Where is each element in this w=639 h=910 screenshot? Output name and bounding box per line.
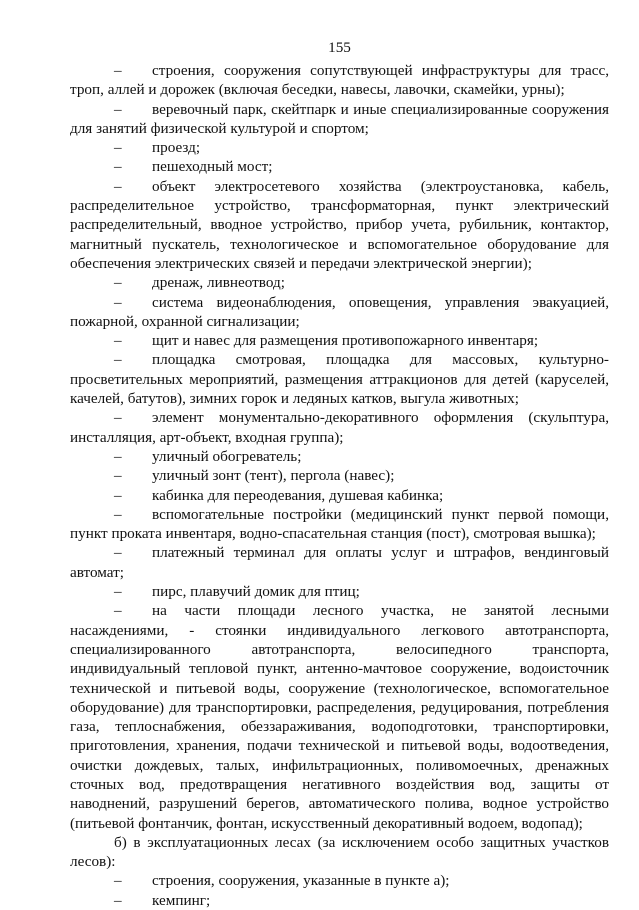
- list-item-12: [70, 486, 609, 505]
- subsection-b: [70, 833, 609, 872]
- list-item-16: [70, 601, 609, 833]
- list-item-7: [70, 331, 609, 350]
- list-marker: –: [114, 139, 122, 157]
- list-marker: –: [114, 332, 122, 350]
- list-item-9: [70, 408, 609, 447]
- list-item-text: строения, сооружения сопутствующей инфраструктуры для трасс, троп, аллей и дорожек (включая беседки, навесы, лавочки, скамейки, урны);: [70, 62, 609, 99]
- list-item-text: кабинка для переодевания, душевая кабинка;: [152, 486, 444, 504]
- list-item-11: [70, 466, 609, 485]
- list-item-text: вспомогательные постройки (медицинский пункт первой помощи, пункт проката инвентаря, водно-спасательная станция (пост), смотровая вышка);: [70, 505, 609, 543]
- list-marker: –: [114, 602, 122, 620]
- list-item-text: объект электросетевого хозяйства (электроустановка, кабель, распределительное устройство, трансформаторная, пункт электрический распределительный, вводное устройство, прибор учета, рубильник, контактор, магнитный пускатель, технологическое и вспомогательное оборудование для обеспечения электрических связей и передачи электрической энергии);: [70, 177, 609, 272]
- list-item-text: дренаж, ливнеотвод;: [152, 274, 285, 292]
- list-marker: –: [114, 544, 122, 562]
- list-marker: –: [114, 583, 122, 601]
- list-item-text: уличный обогреватель;: [152, 447, 302, 465]
- list-item-text: на части площади лесного участка, не занятой лесными насаждениями, - стоянки индивидуального легкового автотранспорта, специализированного автотранспорта, велосипедного транспорта, индивидуальный тепловой пункт, антенно-мачтовое сооружение, водоисточник технической и питьевой воды, сооружение (технологическое, вспомогательное оборудование) для транспортировки, распределения, редуцирования, потребления газа, теплоснабжения, обеззараживания, водоподготовки, транспортировки, приготовления, хранения, подачи технической и питьевой воды, водоотведения, очистки дождевых, талых, инфильтрационных, поливомоечных, дренажных сточных вод, предотвращения негативного воздействия вод, защиты от наводнений, разрушений берегов, автоматического полива, водное устройство (питьевой фонтанчик, фонтан, искусственный декоративный водоем, водопад);: [70, 602, 609, 832]
- list-item-text: пирс, плавучий домик для птиц;: [152, 583, 360, 601]
- list-marker: –: [114, 177, 122, 195]
- list-item-text: площадка смотровая, площадка для массовых, культурно-просветительных мероприятий, размещения аттракционов для детей (каруселей, качелей, батутов), зимних горок и ледяных катков, выгула животных;: [70, 351, 609, 408]
- subsection-text: б) в эксплуатационных лесах (за исключением особо защитных участков лесов):: [70, 833, 609, 871]
- list-item-text: щит и навес для размещения противопожарного инвентаря;: [152, 332, 539, 350]
- list-item-text: элемент монументально-декоративного оформления (скульптура, инсталляция, арт-объект, входная группа);: [70, 409, 609, 446]
- list-marker: –: [114, 486, 122, 504]
- list-marker: –: [114, 872, 122, 890]
- list-item-text: кемпинг;: [152, 891, 211, 909]
- list-item-18: [70, 871, 609, 890]
- list-item-13: [70, 505, 609, 544]
- list-marker: –: [114, 158, 122, 176]
- list-item-text: проезд;: [152, 139, 201, 157]
- list-marker: –: [114, 274, 122, 292]
- list-item-10: [70, 447, 609, 466]
- list-item-8: [70, 350, 609, 408]
- list-item-text: уличный зонт (тент), пергола (навес);: [152, 467, 395, 485]
- list-item-15: [70, 582, 609, 601]
- list-marker: –: [114, 467, 122, 485]
- page-number: 155: [328, 39, 351, 56]
- list-item-19: [70, 891, 609, 910]
- list-item-4: [70, 177, 609, 273]
- list-item-text: веревочный парк, скейтпарк и иные специализированные сооружения для занятий физической культурой и спортом;: [70, 100, 609, 137]
- list-marker: –: [114, 100, 122, 118]
- list-marker: –: [114, 351, 122, 369]
- list-item-6: [70, 293, 609, 332]
- list-marker: –: [114, 447, 122, 465]
- list-item-text: платежный терминал для оплаты услуг и штрафов, вендинговый автомат;: [70, 544, 609, 581]
- list-item-3: [70, 157, 609, 176]
- list-item-text: пешеходный мост;: [152, 158, 273, 176]
- list-marker: –: [114, 505, 122, 523]
- list-item-0: [70, 61, 609, 100]
- list-marker: –: [114, 293, 122, 311]
- list-marker: –: [114, 409, 122, 427]
- list-marker: –: [114, 62, 122, 79]
- document-body: [70, 61, 609, 910]
- list-marker: –: [114, 891, 122, 909]
- list-item-2: [70, 138, 609, 157]
- list-item-5: [70, 273, 609, 292]
- list-item-1: [70, 100, 609, 139]
- list-item-text: строения, сооружения, указанные в пункте а);: [152, 872, 450, 890]
- list-item-text: система видеонаблюдения, оповещения, управления эвакуацией, пожарной, охранной сигнализации;: [70, 293, 609, 330]
- list-item-14: [70, 543, 609, 582]
